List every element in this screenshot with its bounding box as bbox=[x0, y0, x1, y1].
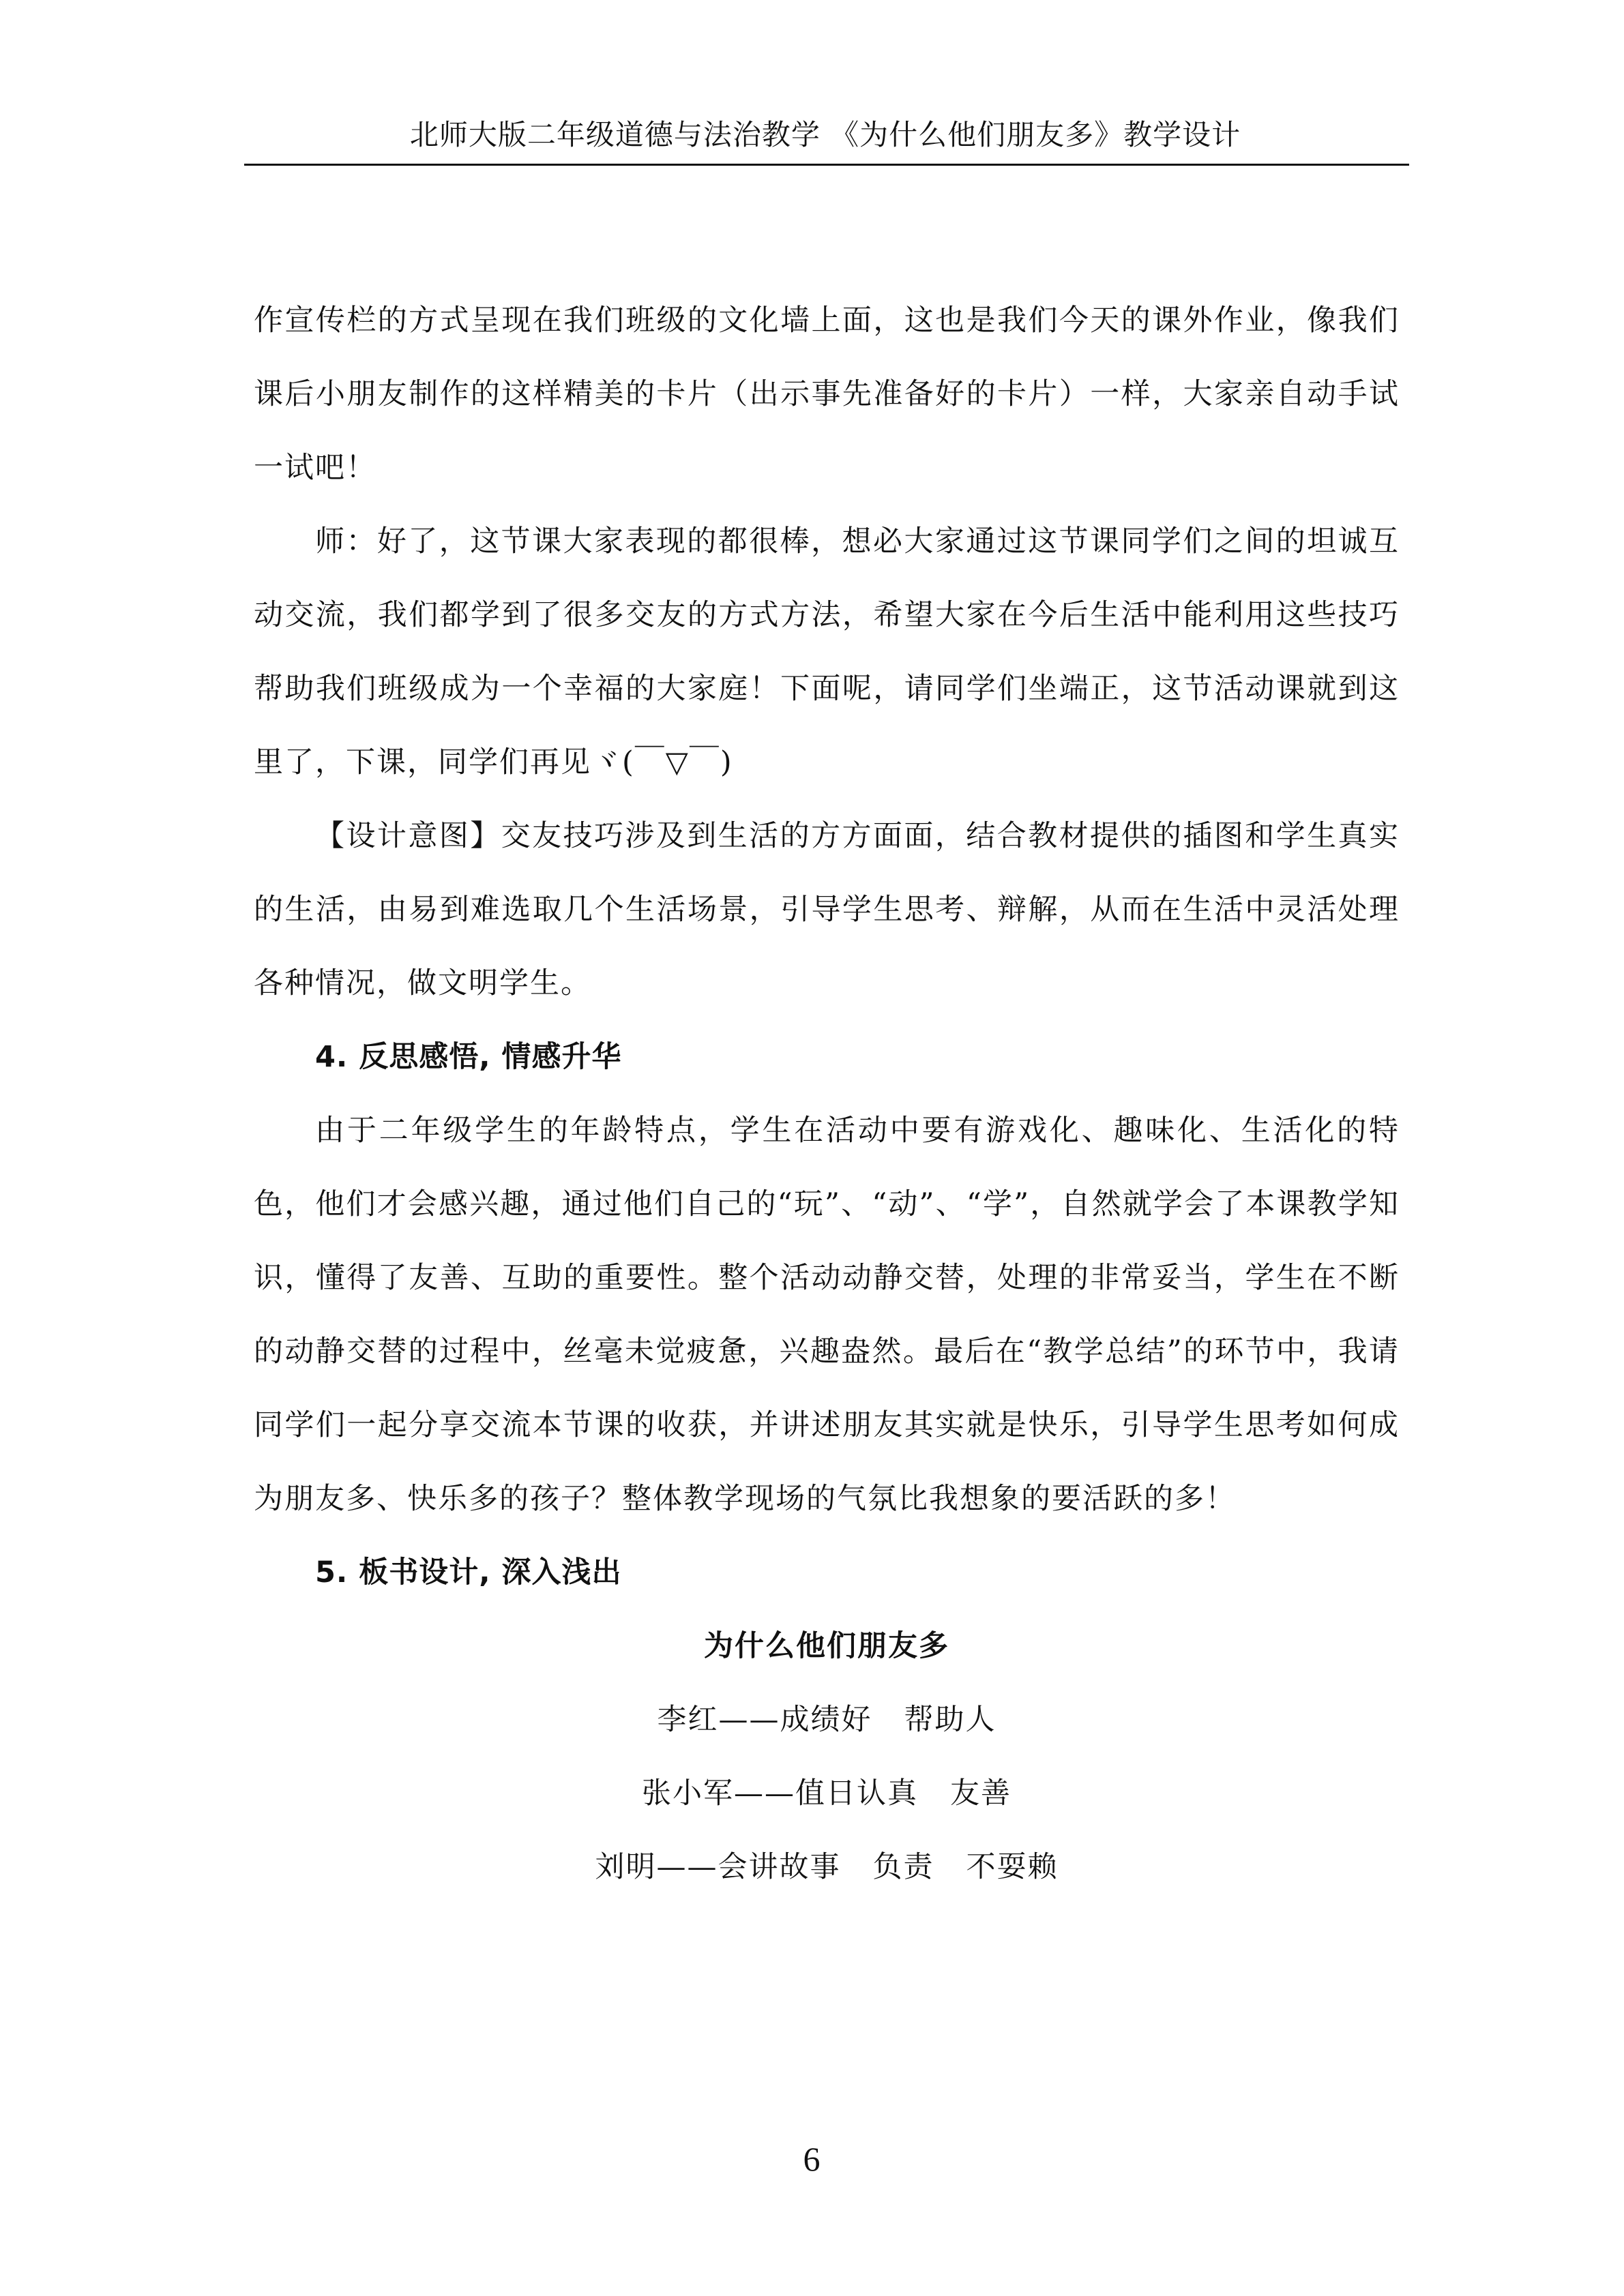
blackboard-design bbox=[254, 1609, 1400, 1904]
header-rule bbox=[244, 164, 1409, 166]
board-title: 为什么他们朋友多 bbox=[704, 1629, 949, 1663]
paragraph-teacher-closing: 师：好了，这节课大家表现的都很棒，想必大家通过这节课同学们之间的坦诚互动交流，我们都学到了很多交友的方式方法，希望大家在今后生活中能利用这些技巧帮助我们班级成为一个幸福的大家庭！下面呢，请同学们坐端正，这节活动课就到这里了，下课，同学们再见ヾ(￣▽￣) bbox=[254, 524, 1400, 779]
board-line-zhangxiaojun: 张小军——值日认真 友善 bbox=[641, 1776, 1012, 1810]
board-line-liuming: 刘明——会讲故事 负责 不耍赖 bbox=[595, 1850, 1059, 1884]
page-number: 6 bbox=[803, 2140, 821, 2178]
paragraph-continuation: 作宣传栏的方式呈现在我们班级的文化墙上面，这也是我们今天的课外作业，像我们课后小朋友制作的这样精美的卡片（出示事先准备好的卡片）一样，大家亲自动手试一试吧！ bbox=[254, 303, 1400, 485]
main-content bbox=[254, 284, 1400, 1904]
paragraph-reflection: 由于二年级学生的年龄特点，学生在活动中要有游戏化、趣味化、生活化的特色，他们才会感兴趣，通过他们自己的“玩”、“动”、“学”，自然就学会了本课教学知识，懂得了友善、互助的重要性。整个活动动静交替，处理的非常妥当，学生在不断的动静交替的过程中，丝毫未觉疲惫，兴趣盎然。最后在“教学总结”的环节中，我请同学们一起分享交流本节课的收获，并讲述朋友其实就是快乐，引导学生思考如何成为朋友多、快乐多的孩子？整体教学现场的气氛比我想象的要活跃的多！ bbox=[254, 1114, 1400, 1516]
page-header: 北师大版二年级道德与法治教学 《为什么他们朋友多》教学设计 bbox=[409, 118, 1241, 151]
board-line-lihong: 李红——成绩好 帮助人 bbox=[657, 1703, 996, 1737]
section-heading-reflection: 4. 反思感悟, 情感升华 bbox=[315, 1040, 622, 1074]
section-heading-board-design: 5. 板书设计, 深入浅出 bbox=[315, 1555, 622, 1590]
paragraph-design-intent: 【设计意图】交友技巧涉及到生活的方方面面，结合教材提供的插图和学生真实的生活，由易到难选取几个生活场景，引导学生思考、辩解，从而在生活中灵活处理各种情况，做文明学生。 bbox=[254, 819, 1400, 1000]
